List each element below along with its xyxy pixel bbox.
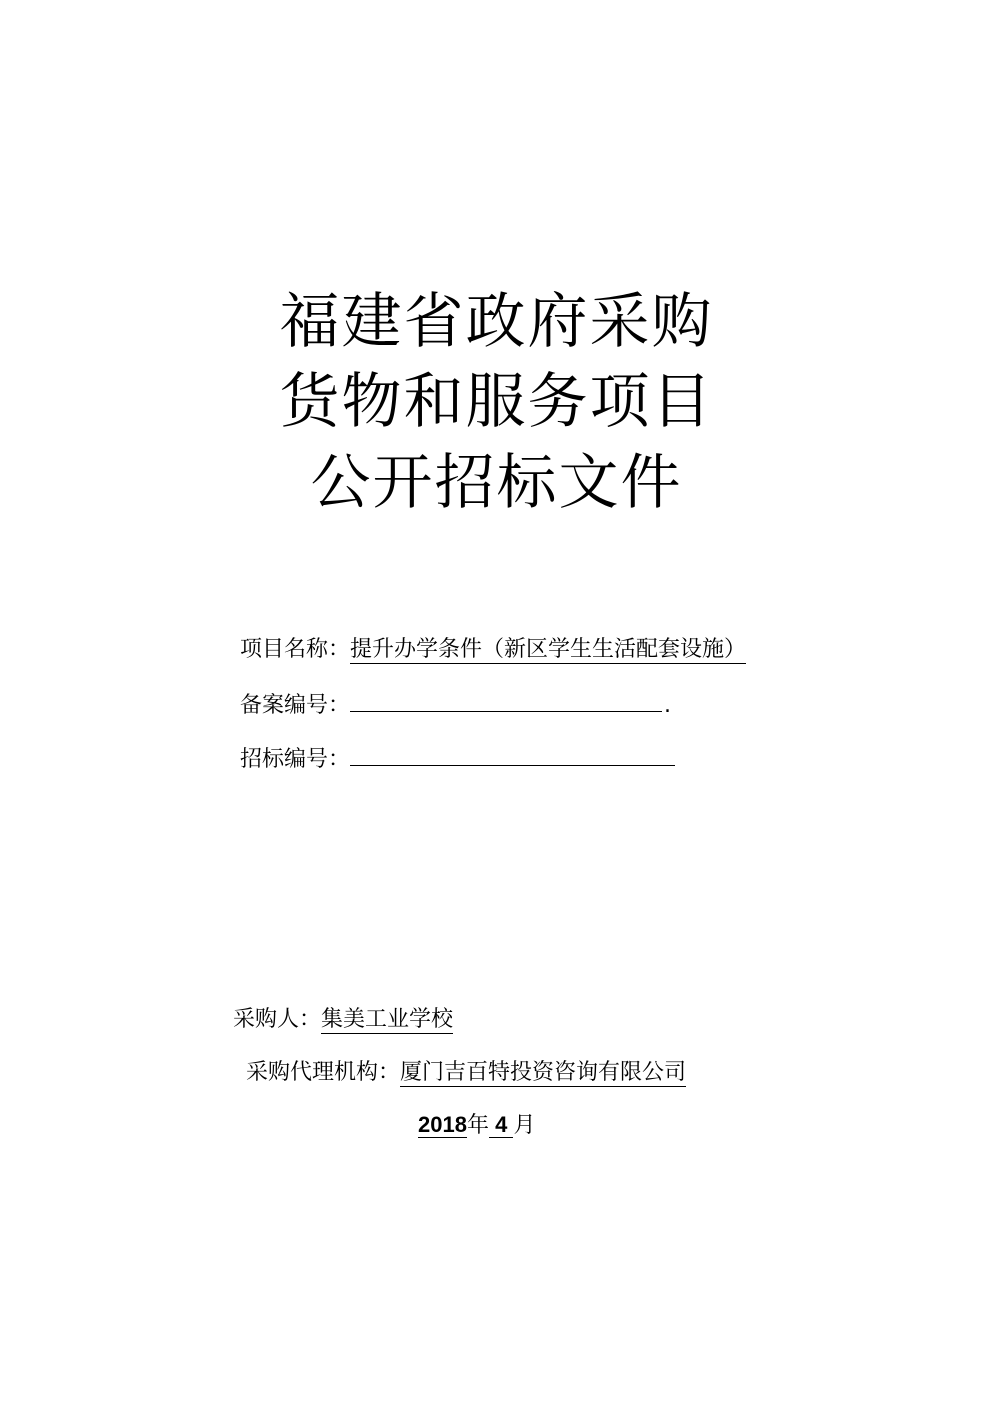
agency-label: 采购代理机构： xyxy=(246,1060,401,1085)
title-line-1: 福建省政府采购 xyxy=(279,287,714,357)
record-number-blank xyxy=(350,689,662,712)
issue-date xyxy=(418,1110,535,1141)
tender-number-blank xyxy=(350,743,675,766)
purchaser-label: 采购人： xyxy=(233,1007,322,1032)
record-number-trailing: . xyxy=(664,693,672,718)
record-number-label: 备案编号： xyxy=(240,693,351,718)
purchaser-field xyxy=(233,1005,453,1035)
agency-value: 厦门吉百特投资咨询有限公司 xyxy=(400,1060,687,1085)
purchaser-value: 集美工业学校 xyxy=(321,1007,454,1032)
project-name-value: 提升办学条件（新区学生生活配套设施） xyxy=(350,637,747,662)
agency-field xyxy=(246,1058,686,1088)
title-line-2: 货物和服务项目 xyxy=(279,367,714,437)
date-month: 4 xyxy=(488,1112,514,1137)
project-name-field xyxy=(240,635,746,665)
project-name-label: 项目名称： xyxy=(240,637,351,662)
tender-number-label: 招标编号： xyxy=(240,747,351,772)
date-month-unit: 月 xyxy=(513,1113,536,1138)
title-line-3: 公开招标文件 xyxy=(310,448,683,518)
date-year-unit: 年 xyxy=(466,1113,489,1138)
record-number-field xyxy=(240,689,671,721)
tender-number-field xyxy=(240,743,675,775)
date-year: 2018 xyxy=(418,1112,467,1137)
